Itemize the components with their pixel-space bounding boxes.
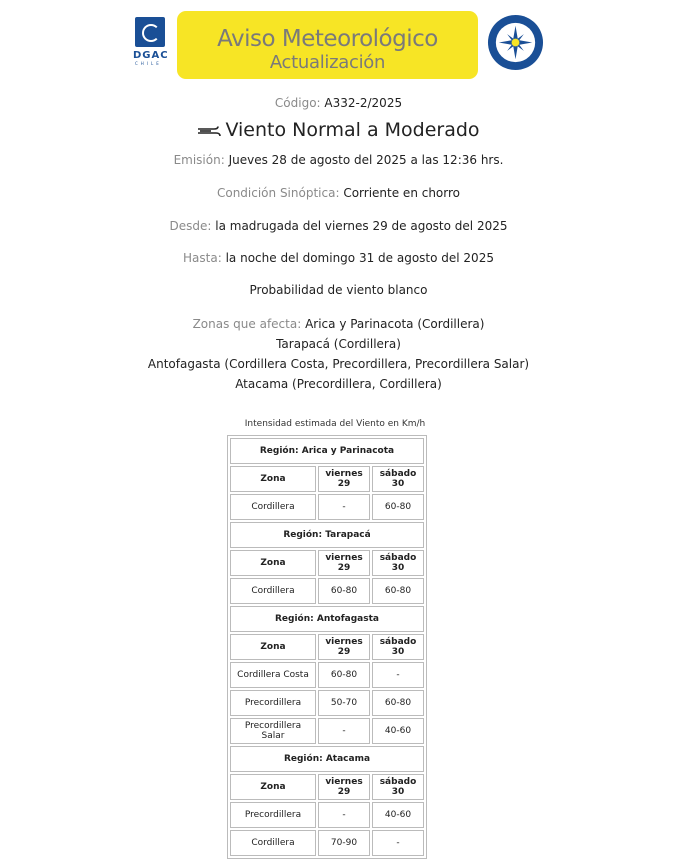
zona-tarapaca: Tarapacá (Cordillera) — [276, 337, 401, 351]
viernes-cell: - — [318, 802, 370, 828]
dgac-logo-text: DGAC — [133, 50, 169, 61]
header-row — [230, 550, 424, 576]
zona-cell: Cordillera Costa — [230, 662, 316, 688]
zona-atacama: Atacama (Precordillera, Cordillera) — [235, 377, 442, 391]
codigo-value: A332-2/2025 — [324, 96, 403, 110]
sabado-cell: 60-80 — [372, 578, 424, 604]
zona-antofagasta: Antofagasta (Cordillera Costa, Precordillera, Precordillera Salar) — [147, 357, 530, 371]
col-viernes-header: viernes 29 — [318, 466, 370, 492]
zona-cell: Cordillera — [230, 578, 316, 604]
table-row — [230, 802, 424, 828]
codigo-line — [0, 96, 677, 110]
table-caption: Intensidad estimada del Viento en Km/h — [244, 419, 426, 429]
col-zona-header: Zona — [230, 466, 316, 492]
col-sabado-header: sábado 30 — [372, 774, 424, 800]
viernes-cell: 70-90 — [318, 830, 370, 856]
zonas-line-1 — [0, 314, 677, 334]
sabado-cell: 60-80 — [372, 494, 424, 520]
col-sabado-header: sábado 30 — [372, 550, 424, 576]
col-viernes-header: viernes 29 — [318, 550, 370, 576]
viernes-cell: - — [318, 494, 370, 520]
table-row — [230, 830, 424, 856]
probabilidad-line: Probabilidad de viento blanco — [249, 283, 428, 297]
sabado-cell: - — [372, 830, 424, 856]
sabado-cell: 40-60 — [372, 802, 424, 828]
viernes-cell: - — [318, 718, 370, 744]
zona-cell: Cordillera — [230, 830, 316, 856]
condicion-line — [0, 186, 677, 200]
col-viernes-header: viernes 29 — [318, 774, 370, 800]
col-viernes-header: viernes 29 — [318, 634, 370, 660]
warning-title-text: Viento Normal a Moderado — [225, 119, 480, 141]
desde-label: Desde: — [169, 219, 212, 233]
emision-label: Emisión: — [173, 153, 225, 167]
viernes-cell: 60-80 — [318, 662, 370, 688]
warning-title — [0, 119, 677, 141]
region-name: Región: Tarapacá — [230, 522, 424, 548]
condicion-label: Condición Sinóptica: — [216, 186, 340, 200]
hasta-line — [0, 251, 677, 265]
header-row — [230, 634, 424, 660]
zonas-block — [0, 314, 677, 394]
col-zona-header: Zona — [230, 774, 316, 800]
table-row — [230, 662, 424, 688]
table-row — [230, 718, 424, 744]
sabado-cell: - — [372, 662, 424, 688]
title-banner — [177, 11, 478, 79]
zona-cell: Precordillera — [230, 690, 316, 716]
emision-value: Jueves 28 de agosto del 2025 a las 12:36 hrs. — [228, 153, 504, 167]
region-name: Región: Atacama — [230, 746, 424, 772]
region-name: Región: Antofagasta — [230, 606, 424, 632]
region-name: Región: Arica y Parinacota — [230, 438, 424, 464]
dgac-logo — [133, 17, 167, 67]
col-zona-header: Zona — [230, 550, 316, 576]
header-row — [230, 466, 424, 492]
region-row — [230, 438, 424, 464]
dgac-emblem-icon — [135, 17, 165, 47]
header-row — [230, 774, 424, 800]
dgac-logo-sub: CHILE — [135, 61, 162, 66]
col-zona-header: Zona — [230, 634, 316, 660]
zona-cell: Precordillera Salar — [230, 718, 316, 744]
region-row — [230, 606, 424, 632]
table-row — [230, 578, 424, 604]
condicion-value: Corriente en chorro — [343, 186, 461, 200]
viernes-cell: 50-70 — [318, 690, 370, 716]
sabado-cell: 60-80 — [372, 690, 424, 716]
emision-line — [0, 153, 677, 167]
viernes-cell: 60-80 — [318, 578, 370, 604]
codigo-label: Código: — [274, 96, 321, 110]
region-row — [230, 522, 424, 548]
hasta-value: la noche del domingo 31 de agosto del 2025 — [225, 251, 494, 265]
col-sabado-header: sábado 30 — [372, 634, 424, 660]
zona-arica: Arica y Parinacota (Cordillera) — [305, 317, 485, 331]
wind-icon — [197, 124, 221, 138]
desde-line — [0, 219, 677, 233]
header — [0, 0, 677, 90]
zona-cell: Precordillera — [230, 802, 316, 828]
zonas-label: Zonas que afecta: — [192, 317, 302, 331]
desde-value: la madrugada del viernes 29 de agosto del 2025 — [215, 219, 508, 233]
banner-subtitle: Actualización — [269, 52, 386, 73]
meteorological-service-seal-icon — [487, 14, 544, 71]
banner-title: Aviso Meteorológico — [217, 26, 438, 52]
col-sabado-header: sábado 30 — [372, 466, 424, 492]
wind-intensity-table — [227, 435, 427, 859]
table-row — [230, 494, 424, 520]
sabado-cell: 40-60 — [372, 718, 424, 744]
table-row — [230, 690, 424, 716]
region-row — [230, 746, 424, 772]
zona-cell: Cordillera — [230, 494, 316, 520]
hasta-label: Hasta: — [183, 251, 222, 265]
